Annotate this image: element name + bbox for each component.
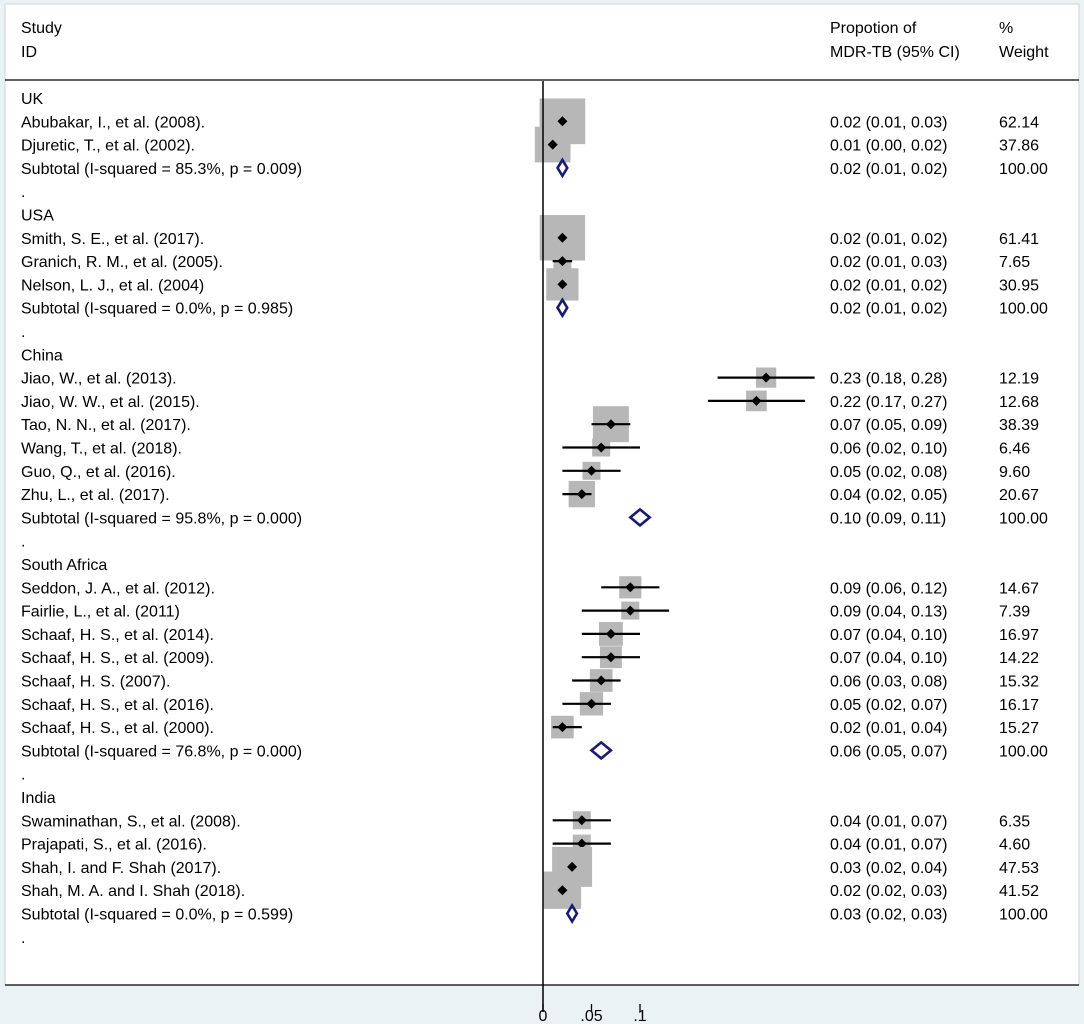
weight-text: 100.00: [999, 160, 1048, 178]
weight-text: 100.00: [999, 906, 1048, 924]
estimate-ci-text: 0.23 (0.18, 0.28): [830, 370, 948, 388]
weight-text: 6.35: [999, 813, 1031, 831]
study-label: Tao, N. N., et al. (2017).: [21, 417, 191, 435]
study-label: Granich, R. M., et al. (2005).: [21, 254, 223, 272]
weight-text: 100.00: [999, 743, 1048, 761]
weight-text: 100.00: [999, 300, 1048, 318]
x-tick-label: .1: [633, 1008, 647, 1024]
estimate-ci-text: 0.07 (0.04, 0.10): [830, 626, 948, 644]
estimate-ci-text: 0.02 (0.01, 0.02): [830, 230, 948, 248]
estimate-ci-text: 0.03 (0.02, 0.04): [830, 859, 948, 877]
subtotal-label: Subtotal (I-squared = 76.8%, p = 0.000): [21, 743, 303, 761]
weight-text: 16.17: [999, 696, 1040, 714]
subtotal-label: Subtotal (I-squared = 0.0%, p = 0.985): [21, 300, 294, 318]
weight-text: 15.32: [999, 673, 1040, 691]
estimate-ci-text: 0.06 (0.03, 0.08): [830, 673, 948, 691]
forest-row-sep: [21, 534, 25, 551]
study-label: Swaminathan, S., et al. (2008).: [21, 813, 241, 831]
study-label: Nelson, L. J., et al. (2004): [21, 277, 205, 295]
study-label: Schaaf, H. S., et al. (2009).: [21, 650, 214, 668]
estimate-ci-text: 0.22 (0.17, 0.27): [830, 393, 948, 411]
group-label: India: [21, 790, 56, 807]
estimate-ci-text: 0.10 (0.09, 0.11): [830, 510, 947, 528]
study-label: Fairlie, L., et al. (2011): [21, 603, 180, 621]
subtotal-label: Subtotal (I-squared = 85.3%, p = 0.009): [21, 160, 303, 178]
group-label: UK: [21, 91, 44, 108]
weight-text: 15.27: [999, 720, 1040, 738]
study-label: Abubakar, I., et al. (2008).: [21, 114, 206, 132]
separator-dot: .: [21, 929, 26, 947]
estimate-ci-text: 0.05 (0.02, 0.08): [830, 463, 948, 481]
group-label: China: [21, 347, 63, 365]
forest-row-sep: [21, 930, 25, 947]
estimate-ci-text: 0.04 (0.02, 0.05): [830, 487, 948, 505]
weight-text: 4.60: [999, 836, 1031, 854]
weight-text: 38.39: [999, 417, 1040, 435]
study-label: Smith, S. E., et al. (2017).: [21, 230, 205, 248]
weight-text: 30.95: [999, 277, 1040, 295]
header-weight-label-line2: Weight: [999, 44, 1049, 61]
estimate-ci-text: 0.04 (0.01, 0.07): [830, 813, 948, 831]
estimate-ci-text: 0.05 (0.02, 0.07): [830, 696, 948, 714]
estimate-ci-text: 0.04 (0.01, 0.07): [830, 836, 948, 854]
estimate-ci-text: 0.02 (0.02, 0.03): [830, 883, 948, 901]
study-label: Seddon, J. A., et al. (2012).: [21, 580, 215, 598]
study-label: Schaaf, H. S. (2007).: [21, 673, 171, 691]
header-id-label: ID: [21, 44, 37, 61]
forest-row-group: [21, 347, 63, 364]
subtotal-label: Subtotal (I-squared = 95.8%, p = 0.000): [21, 510, 303, 528]
estimate-ci-text: 0.01 (0.00, 0.02): [830, 137, 948, 155]
weight-text: 62.14: [999, 114, 1040, 132]
x-tick-label: 0: [538, 1008, 548, 1024]
weight-text: 47.53: [999, 859, 1040, 877]
weight-text: 12.19: [999, 370, 1040, 388]
study-label: Wang, T., et al. (2018).: [21, 440, 182, 458]
weight-text: 100.00: [999, 510, 1048, 528]
weight-text: 9.60: [999, 463, 1031, 481]
estimate-ci-text: 0.07 (0.05, 0.09): [830, 417, 948, 435]
header-estimate-label-line2: MDR-TB (95% CI): [830, 44, 960, 61]
weight-text: 6.46: [999, 440, 1031, 458]
weight-text: 20.67: [999, 487, 1040, 505]
study-label: Djuretic, T., et al. (2002).: [21, 137, 195, 155]
estimate-ci-text: 0.02 (0.01, 0.03): [830, 114, 948, 132]
forest-row-sep: [21, 324, 25, 341]
forest-row-sep: [21, 767, 25, 784]
weight-text: 37.86: [999, 137, 1040, 155]
weight-text: 16.97: [999, 626, 1040, 644]
study-label: Schaaf, H. S., et al. (2016).: [21, 696, 214, 714]
subtotal-label: Subtotal (I-squared = 0.0%, p = 0.599): [21, 906, 294, 924]
weight-text: 7.39: [999, 603, 1031, 621]
estimate-ci-text: 0.09 (0.06, 0.12): [830, 580, 948, 598]
study-label: Zhu, L., et al. (2017).: [21, 487, 170, 505]
forest-row-group: [21, 790, 56, 807]
study-label: Shah, I. and F. Shah (2017).: [21, 859, 222, 877]
x-tick-label: .05: [580, 1008, 603, 1024]
study-label: Shah, M. A. and I. Shah (2018).: [21, 883, 246, 901]
group-label: South Africa: [21, 557, 108, 574]
weight-text: 7.65: [999, 254, 1031, 272]
header-weight-label-line1: %: [999, 20, 1014, 37]
weight-text: 14.22: [999, 650, 1040, 668]
study-label: Jiao, W., et al. (2013).: [21, 370, 177, 388]
separator-dot: .: [21, 184, 26, 202]
separator-dot: .: [21, 324, 26, 341]
estimate-ci-text: 0.06 (0.02, 0.10): [830, 440, 948, 458]
estimate-ci-text: 0.07 (0.04, 0.10): [830, 650, 948, 668]
estimate-ci-text: 0.03 (0.02, 0.03): [830, 906, 948, 924]
estimate-ci-text: 0.02 (0.01, 0.02): [830, 277, 948, 295]
study-label: Prajapati, S., et al. (2016).: [21, 836, 207, 854]
separator-dot: .: [21, 766, 26, 784]
header-study-label: Study: [21, 20, 62, 37]
forest-row-group: [21, 557, 107, 574]
study-label: Schaaf, H. S., et al. (2000).: [21, 720, 214, 738]
forest-row-group: [21, 208, 54, 225]
group-label: USA: [21, 207, 54, 225]
forest-row-sep: [21, 184, 25, 201]
estimate-ci-text: 0.06 (0.05, 0.07): [830, 743, 948, 761]
estimate-ci-text: 0.02 (0.01, 0.04): [830, 720, 948, 738]
estimate-ci-text: 0.09 (0.04, 0.13): [830, 603, 948, 621]
study-label: Jiao, W. W., et al. (2015).: [21, 393, 200, 411]
estimate-ci-text: 0.02 (0.01, 0.03): [830, 254, 948, 272]
weight-text: 61.41: [999, 230, 1040, 248]
weight-text: 12.68: [999, 393, 1040, 411]
estimate-ci-text: 0.02 (0.01, 0.02): [830, 160, 948, 178]
weight-text: 14.67: [999, 580, 1040, 598]
estimate-ci-text: 0.02 (0.01, 0.02): [830, 300, 948, 318]
separator-dot: .: [21, 533, 26, 551]
study-label: Guo, Q., et al. (2016).: [21, 463, 176, 481]
header-estimate-label-line1: Propotion of: [830, 20, 917, 37]
study-label: Schaaf, H. S., et al. (2014).: [21, 626, 214, 644]
forest-row-group: [21, 91, 44, 108]
weight-text: 41.52: [999, 883, 1040, 901]
